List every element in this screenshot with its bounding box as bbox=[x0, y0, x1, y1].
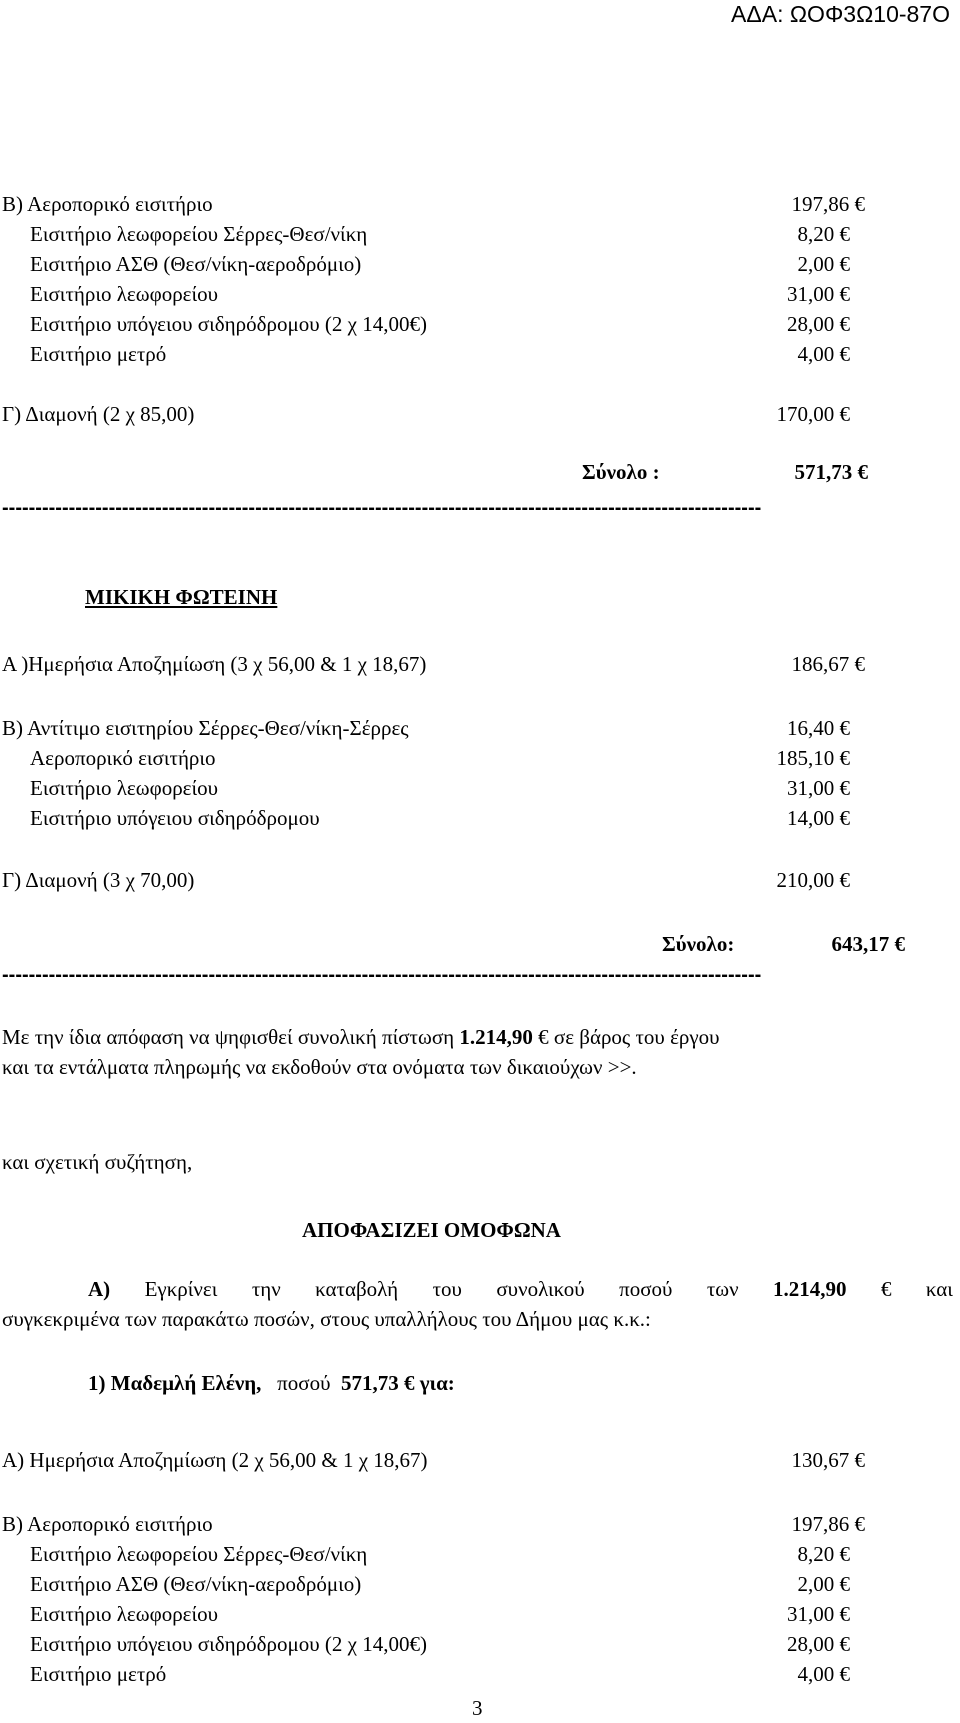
a-allowance3-label: Α) Ημερήσια Αποζημίωση (2 χ 56,00 & 1 χ 18,67) bbox=[2, 1448, 428, 1472]
b-airfare3-label: Β) Αεροπορικό εισιτήριο bbox=[2, 1512, 213, 1536]
b-airfare-value: 197,86 € bbox=[791, 192, 865, 216]
bus-serres3-value: 8,20 € bbox=[797, 1542, 850, 1566]
b-airfare3-value: 197,86 € bbox=[791, 1512, 865, 1536]
metro3-label: Εισιτήριο μετρό bbox=[30, 1662, 167, 1686]
subway-label: Εισιτήριο υπόγειου σιδηρόδρομου (2 χ 14,00€) bbox=[30, 312, 427, 336]
total2-label: Σύνολο: bbox=[662, 932, 735, 956]
approval-paragraph-line1: Με την ίδια απόφαση να ψηφισθεί συνολική πίστωση 1.214,90 € σε βάρος του έργου bbox=[2, 1025, 720, 1049]
decision-a-line1: Α) Εγκρίνει την καταβολή του συνολικού ποσού των 1.214,90 € και bbox=[88, 1277, 953, 1301]
bus3-label: Εισιτήριο λεωφορείου bbox=[30, 1602, 219, 1626]
subway-value: 28,00 € bbox=[787, 312, 850, 336]
subway2-label: Εισιτήριο υπόγειου σιδηρόδρομου bbox=[30, 806, 320, 830]
bus-serres-label: Εισιτήριο λεωφορείου Σέρρες-Θεσ/νίκη bbox=[30, 222, 368, 246]
bus-serres3-label: Εισιτήριο λεωφορείου Σέρρες-Θεσ/νίκη bbox=[30, 1542, 368, 1566]
g-stay-value: 170,00 € bbox=[776, 402, 850, 426]
g-stay2-value: 210,00 € bbox=[776, 868, 850, 892]
page-number: 3 bbox=[472, 1696, 483, 1720]
decision-title: ΑΠΟΦΑΣΙΖΕΙ ΟΜΟΦΩΝΑ bbox=[302, 1218, 561, 1242]
bus2-value: 31,00 € bbox=[787, 776, 850, 800]
airfare-value: 185,10 € bbox=[776, 746, 850, 770]
airfare-label: Αεροπορικό εισιτήριο bbox=[30, 746, 216, 770]
asth-value: 2,00 € bbox=[797, 252, 850, 276]
a-allowance-label: Α )Ημερήσια Αποζημίωση (3 χ 56,00 & 1 χ 18,67) bbox=[2, 652, 427, 676]
bus-label: Εισιτήριο λεωφορείου bbox=[30, 282, 219, 306]
dashed-separator-2: ------------------------------------------------------------------------------------------------------------------ bbox=[2, 964, 762, 986]
total-label: Σύνολο : bbox=[582, 460, 660, 484]
discussion-text: και σχετική συζήτηση, bbox=[2, 1150, 193, 1174]
person-name-heading: ΜΙΚΙΚΗ ΦΩΤΕΙΝΗ bbox=[85, 585, 278, 609]
bus2-label: Εισιτήριο λεωφορείου bbox=[30, 776, 219, 800]
asth-label: Εισιτήριο ΑΣΘ (Θεσ/νίκη-αεροδρόμιο) bbox=[30, 252, 362, 276]
bus3-value: 31,00 € bbox=[787, 1602, 850, 1626]
b-ticket-label: Β) Αντίτιμο εισιτηρίου Σέρρες-Θεσ/νίκη-Σέρρες bbox=[2, 716, 409, 740]
ada-header: ΑΔΑ: ΩΟΦ3Ω10-87Ο bbox=[731, 1, 950, 27]
approval-paragraph-line2: και τα εντάλματα πληρωμής να εκδοθούν στα ονόματα των δικαιούχων >>. bbox=[2, 1055, 637, 1079]
b-ticket-value: 16,40 € bbox=[787, 716, 850, 740]
a-allowance-value: 186,67 € bbox=[791, 652, 865, 676]
subway2-value: 14,00 € bbox=[787, 806, 850, 830]
bus-serres-value: 8,20 € bbox=[797, 222, 850, 246]
bus-value: 31,00 € bbox=[787, 282, 850, 306]
metro3-value: 4,00 € bbox=[797, 1662, 850, 1686]
g-stay-label: Γ) Διαμονή (2 χ 85,00) bbox=[2, 402, 195, 426]
b-airfare-label: Β) Αεροπορικό εισιτήριο bbox=[2, 192, 213, 216]
g-stay2-label: Γ) Διαμονή (3 χ 70,00) bbox=[2, 868, 195, 892]
a-allowance3-value: 130,67 € bbox=[791, 1448, 865, 1472]
decision-a-line2: συγκεκριμένα των παρακάτω ποσών, στους υπαλλήλους του Δήμου μας κ.κ.: bbox=[2, 1307, 651, 1331]
dashed-separator: ------------------------------------------------------------------------------------------------------------------ bbox=[2, 497, 762, 519]
subway3-value: 28,00 € bbox=[787, 1632, 850, 1656]
total-value: 571,73 € bbox=[794, 460, 868, 484]
subway3-label: Εισιτήριο υπόγειου σιδηρόδρομου (2 χ 14,00€) bbox=[30, 1632, 427, 1656]
asth3-value: 2,00 € bbox=[797, 1572, 850, 1596]
person1-heading: 1) Μαδεμλή Ελένη, ποσού 571,73 € για: bbox=[88, 1371, 455, 1395]
total2-value: 643,17 € bbox=[831, 932, 905, 956]
metro-label: Εισιτήριο μετρό bbox=[30, 342, 167, 366]
metro-value: 4,00 € bbox=[797, 342, 850, 366]
asth3-label: Εισιτήριο ΑΣΘ (Θεσ/νίκη-αεροδρόμιο) bbox=[30, 1572, 362, 1596]
